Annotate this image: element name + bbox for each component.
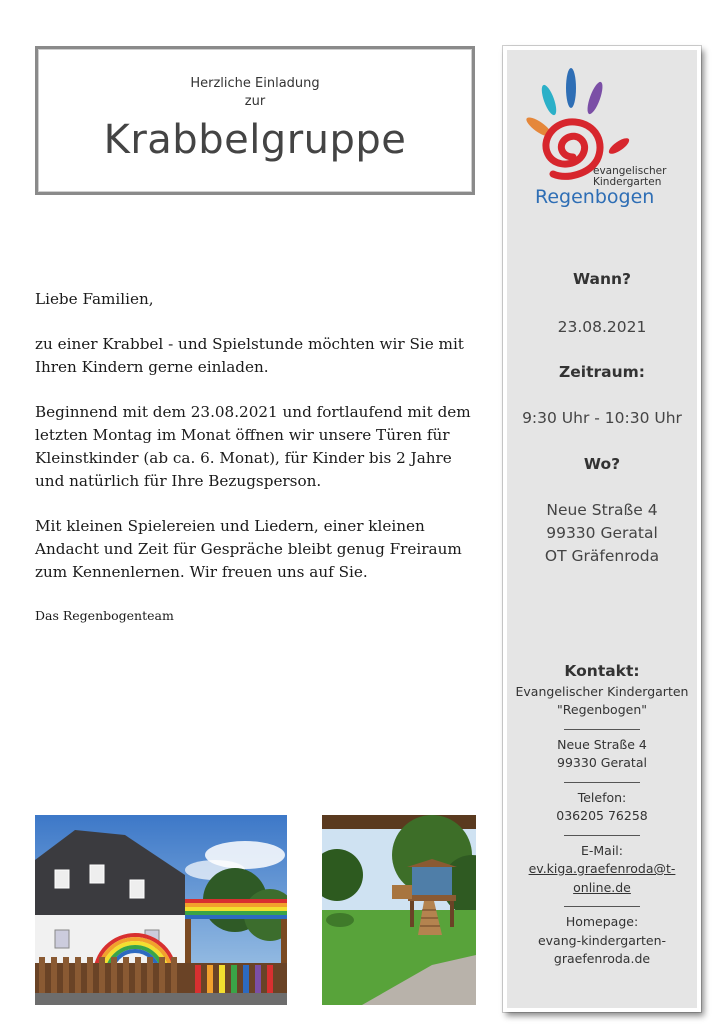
where-address [507,499,697,568]
divider [564,897,640,907]
where-line-2: 99330 Geratal [546,524,658,542]
period-value-block [507,407,697,430]
letter-paragraph-2: Beginnend mit dem 23.08.2021 und fortlaufend mit dem letzten Montag im Monat öffnen wir unsere Türen für Kleinstkinder (ab ca. 6. Monat), für Kinder bis 2 Jahre und natürlich für Ihre Bezugsperson. [35,403,471,490]
invitation-subtitle [38,75,472,111]
regenbogen-logo [507,62,697,212]
phone-label: Telefon: [577,789,627,805]
invitation-title-box [35,46,475,195]
contact-org-line-1: Evangelischer Kindergarten [515,683,689,699]
contact-section [507,662,697,969]
when-value-block [507,316,697,339]
subtitle-line-1: Herzliche Einladung [190,76,320,91]
where-line-1: Neue Straße 4 [546,501,658,519]
contact-address-line-2: 99330 Geratal [557,755,647,770]
hand-spiral-icon [507,62,697,182]
kindergarten-house-photo [35,815,287,1005]
contact-org-line-2: "Regenbogen" [557,702,647,717]
contact-address-line-1: Neue Straße 4 [557,736,647,752]
letter-paragraph-3: Mit kleinen Spielereien und Liedern, einer kleinen Andacht und Zeit für Gespräche bleibt genug Freiraum zum Kennenlernen. Wir freuen uns auf Sie. [35,517,462,581]
email-link-line-1[interactable]: ev.kiga.graefenroda@t- [528,861,676,876]
kindergarten-garden-photo [322,815,476,1005]
email-link-line-2[interactable]: online.de [573,879,631,895]
page-title: Krabbelgruppe [103,117,407,163]
divider [564,826,640,836]
period-value: 9:30 Uhr - 10:30 Uhr [522,409,682,427]
when-label: Wann? [572,270,632,288]
where-label: Wo? [583,455,621,473]
homepage-label: Homepage: [565,914,639,929]
period-section [507,363,697,381]
divider [564,720,640,730]
subtitle-line-2: zur [244,94,266,109]
logo-text-line-1: evangelischer [593,165,667,177]
where-section [507,455,697,473]
when-value: 23.08.2021 [557,318,647,336]
letter-greeting: Liebe Familien, [35,290,154,308]
logo-name: Regenbogen [535,186,655,208]
email-label: E-Mail: [580,842,623,858]
contact-label: Kontakt: [564,662,640,680]
invitation-letter [35,288,480,649]
letter-signature: Das Regenbogenteam [35,608,174,623]
divider [564,773,640,783]
logo-text-line-2: Kindergarten [593,176,662,188]
homepage-line-2: graefenroda.de [553,951,651,966]
phone-number: 036205 76258 [556,808,648,823]
info-sidebar [503,46,701,1012]
period-label: Zeitraum: [559,363,645,381]
where-line-3: OT Gräfenroda [544,547,660,565]
when-section [507,270,697,288]
homepage-line-1: evang-kindergarten- [537,932,667,948]
letter-paragraph-1: zu einer Krabbel - und Spielstunde möchten wir Sie mit Ihren Kindern gerne einladen. [35,335,464,376]
